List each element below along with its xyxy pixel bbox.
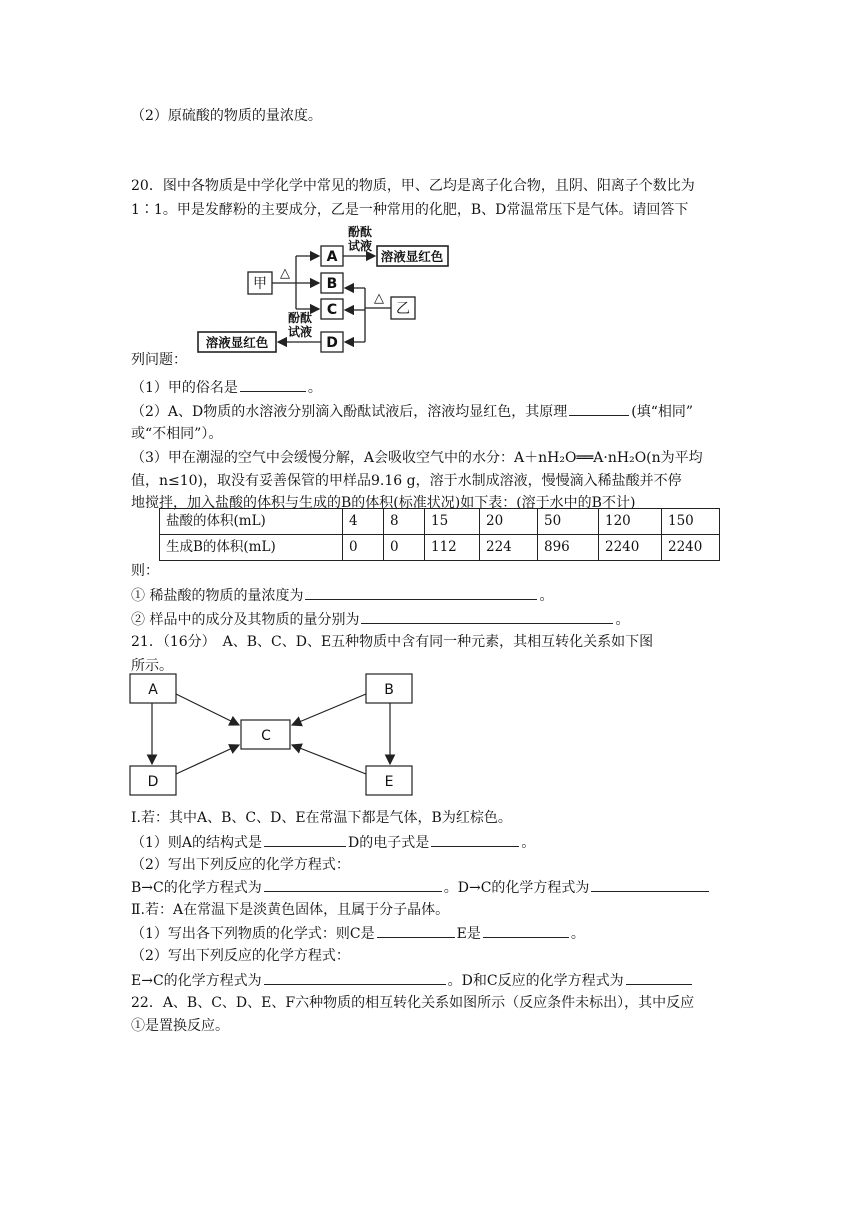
q20-sub2-text: ② 样品中的成分及其物质的量分别为 bbox=[131, 612, 360, 628]
answer-blank[interactable] bbox=[483, 923, 569, 938]
reagent-top-line1: 酚酞 bbox=[347, 225, 373, 239]
q21-intro-line1: 21．（16分） A、B、C、D、E五种物质中含有同一种元素，其相互转化关系如下图 bbox=[131, 634, 654, 650]
answer-blank[interactable] bbox=[361, 609, 613, 624]
q22-line1: 22．A、B、C、D、E、F六种物质的相互转化关系如图所示（反应条件未标出），其中反应 bbox=[131, 995, 695, 1011]
table-row-label: 生成B的体积(mL) bbox=[160, 534, 343, 560]
label-C: C bbox=[261, 728, 271, 744]
q21-I-eq-dc: 。D→C的化学方程式为 bbox=[443, 880, 590, 896]
table-row bbox=[160, 509, 720, 535]
q21-II-part2: （2）写出下列反应的化学方程式： bbox=[131, 948, 350, 964]
label-jia: 甲 bbox=[253, 276, 267, 292]
label-C: C bbox=[326, 302, 338, 318]
q21-II-part1-end: 。 bbox=[570, 926, 585, 942]
q20-part2-line1 bbox=[131, 401, 693, 424]
answer-blank[interactable] bbox=[431, 832, 519, 847]
answer-blank[interactable] bbox=[264, 970, 446, 985]
table-cell: 150 bbox=[662, 509, 720, 535]
q22-line2: ①是置换反应。 bbox=[131, 1018, 229, 1034]
label-B: B bbox=[384, 682, 394, 698]
q21-II-part1-text: （1）写出各下列物质的化学式：则C是 bbox=[131, 926, 375, 942]
answer-blank[interactable] bbox=[569, 401, 629, 416]
q20-part2-text: （2）A、D物质的水溶液分别滴入酚酞试液后，溶液均显红色，其原理 bbox=[131, 404, 568, 420]
label-D: D bbox=[326, 335, 338, 351]
reagent-bottom-line1: 酚酞 bbox=[287, 311, 313, 325]
q21-II-title: Ⅱ.若：A在常温下是淡黄色固体，且属于分子晶体。 bbox=[131, 902, 450, 918]
q20-sub1 bbox=[131, 585, 553, 608]
q20-sub1-end: 。 bbox=[539, 588, 554, 604]
q21-II-eq-dc: 。D和C反应的化学方程式为 bbox=[447, 973, 624, 989]
table-cell: 4 bbox=[343, 509, 384, 535]
q20-intro-line2: 1∶1。甲是发酵粉的主要成分，乙是一种常用的化肥，B、D常温常压下是气体。请回答下 bbox=[131, 202, 689, 218]
q20-part3-line2: 值，n≤10)，取没有妥善保管的甲样品9.16 g，溶于水制成溶液，慢慢滴入稀盐酸并不停 bbox=[131, 473, 682, 489]
result-top: 溶液显红色 bbox=[380, 249, 444, 264]
q20-part1 bbox=[131, 377, 322, 400]
answer-blank[interactable] bbox=[264, 832, 346, 847]
table-cell: 2240 bbox=[662, 534, 720, 560]
q20-part2-line2: 或“不相同”）。 bbox=[131, 426, 223, 442]
answer-blank[interactable] bbox=[626, 970, 692, 985]
q20-data-table bbox=[159, 508, 720, 561]
label-A: A bbox=[148, 682, 158, 698]
label-B: B bbox=[326, 276, 338, 292]
q21-I-part1-mid: D的电子式是 bbox=[348, 835, 430, 851]
result-bottom: 溶液显红色 bbox=[205, 335, 269, 350]
table-row-label: 盐酸的体积(mL) bbox=[160, 509, 343, 535]
q21-I-title: I.若：其中A、B、C、D、E在常温下都是气体，B为红棕色。 bbox=[131, 810, 512, 826]
q20-sub2 bbox=[131, 609, 629, 632]
q20-reaction-diagram bbox=[190, 222, 450, 356]
label-yi: 乙 bbox=[396, 301, 410, 317]
table-cell: 8 bbox=[384, 509, 425, 535]
answer-blank[interactable] bbox=[240, 377, 306, 392]
table-row bbox=[160, 534, 720, 560]
answer-blank[interactable] bbox=[305, 585, 537, 600]
answer-blank[interactable] bbox=[264, 877, 442, 892]
q21-I-part1-end: 。 bbox=[521, 835, 536, 851]
q19-part2: （2）原硫酸的物质的量浓度。 bbox=[131, 108, 322, 124]
q20-part2-hint: (填“相同” bbox=[631, 404, 694, 420]
answer-blank[interactable] bbox=[377, 923, 455, 938]
q20-part3-line3: 地搅拌，加入盐酸的体积与生成的B的体积(标准状况)如下表：(溶于水中的B不计) bbox=[131, 495, 636, 511]
q21-II-part1 bbox=[131, 923, 585, 946]
table-cell: 112 bbox=[425, 534, 480, 560]
delta-left: △ bbox=[280, 266, 290, 281]
q21-conversion-diagram bbox=[126, 670, 420, 800]
table-cell: 0 bbox=[384, 534, 425, 560]
q21-I-part2: （2）写出下列反应的化学方程式： bbox=[131, 857, 350, 873]
q20-sub2-end: 。 bbox=[615, 612, 630, 628]
q20-part3-line1: （3）甲在潮湿的空气中会缓慢分解，A会吸收空气中的水分：A＋nH₂O══A·nH₂O(n为平均 bbox=[131, 450, 703, 466]
q21-II-part2-eqs bbox=[131, 970, 694, 993]
table-cell: 2240 bbox=[599, 534, 662, 560]
label-E: E bbox=[384, 774, 394, 790]
table-cell: 50 bbox=[538, 509, 599, 535]
q20-intro-line1: 20．图中各物质是中学化学中常见的物质，甲、乙均是离子化合物，且阴、阳离子个数比为 bbox=[131, 178, 695, 194]
label-D: D bbox=[147, 774, 159, 790]
label-A: A bbox=[326, 249, 338, 265]
table-cell: 20 bbox=[480, 509, 538, 535]
q20-sub1-text: ① 稀盐酸的物质的量浓度为 bbox=[131, 588, 304, 604]
q20-part1-text: （1）甲的俗名是 bbox=[131, 380, 238, 396]
reagent-bottom-line2: 试液 bbox=[287, 325, 313, 339]
q20-then: 则： bbox=[131, 563, 159, 579]
table-cell: 896 bbox=[538, 534, 599, 560]
delta-right: △ bbox=[374, 291, 384, 306]
q21-I-eq-bc: B→C的化学方程式为 bbox=[131, 880, 262, 896]
answer-blank[interactable] bbox=[591, 877, 709, 892]
q21-I-part1 bbox=[131, 832, 535, 855]
table-cell: 224 bbox=[480, 534, 538, 560]
q21-I-part1-text: （1）则A的结构式是 bbox=[131, 835, 263, 851]
q20-part1-end: 。 bbox=[307, 380, 322, 396]
table-cell: 120 bbox=[599, 509, 662, 535]
q21-II-part1-mid: E是 bbox=[456, 926, 481, 942]
q21-II-eq-ec: E→C的化学方程式为 bbox=[131, 973, 262, 989]
q21-intro-line2: 所示。 bbox=[131, 658, 173, 674]
reagent-top-line2: 试液 bbox=[347, 239, 373, 253]
q20-intro-line3: 列问题： bbox=[131, 352, 187, 368]
table-cell: 0 bbox=[343, 534, 384, 560]
q21-I-part2-eqs bbox=[131, 877, 711, 900]
table-cell: 15 bbox=[425, 509, 480, 535]
